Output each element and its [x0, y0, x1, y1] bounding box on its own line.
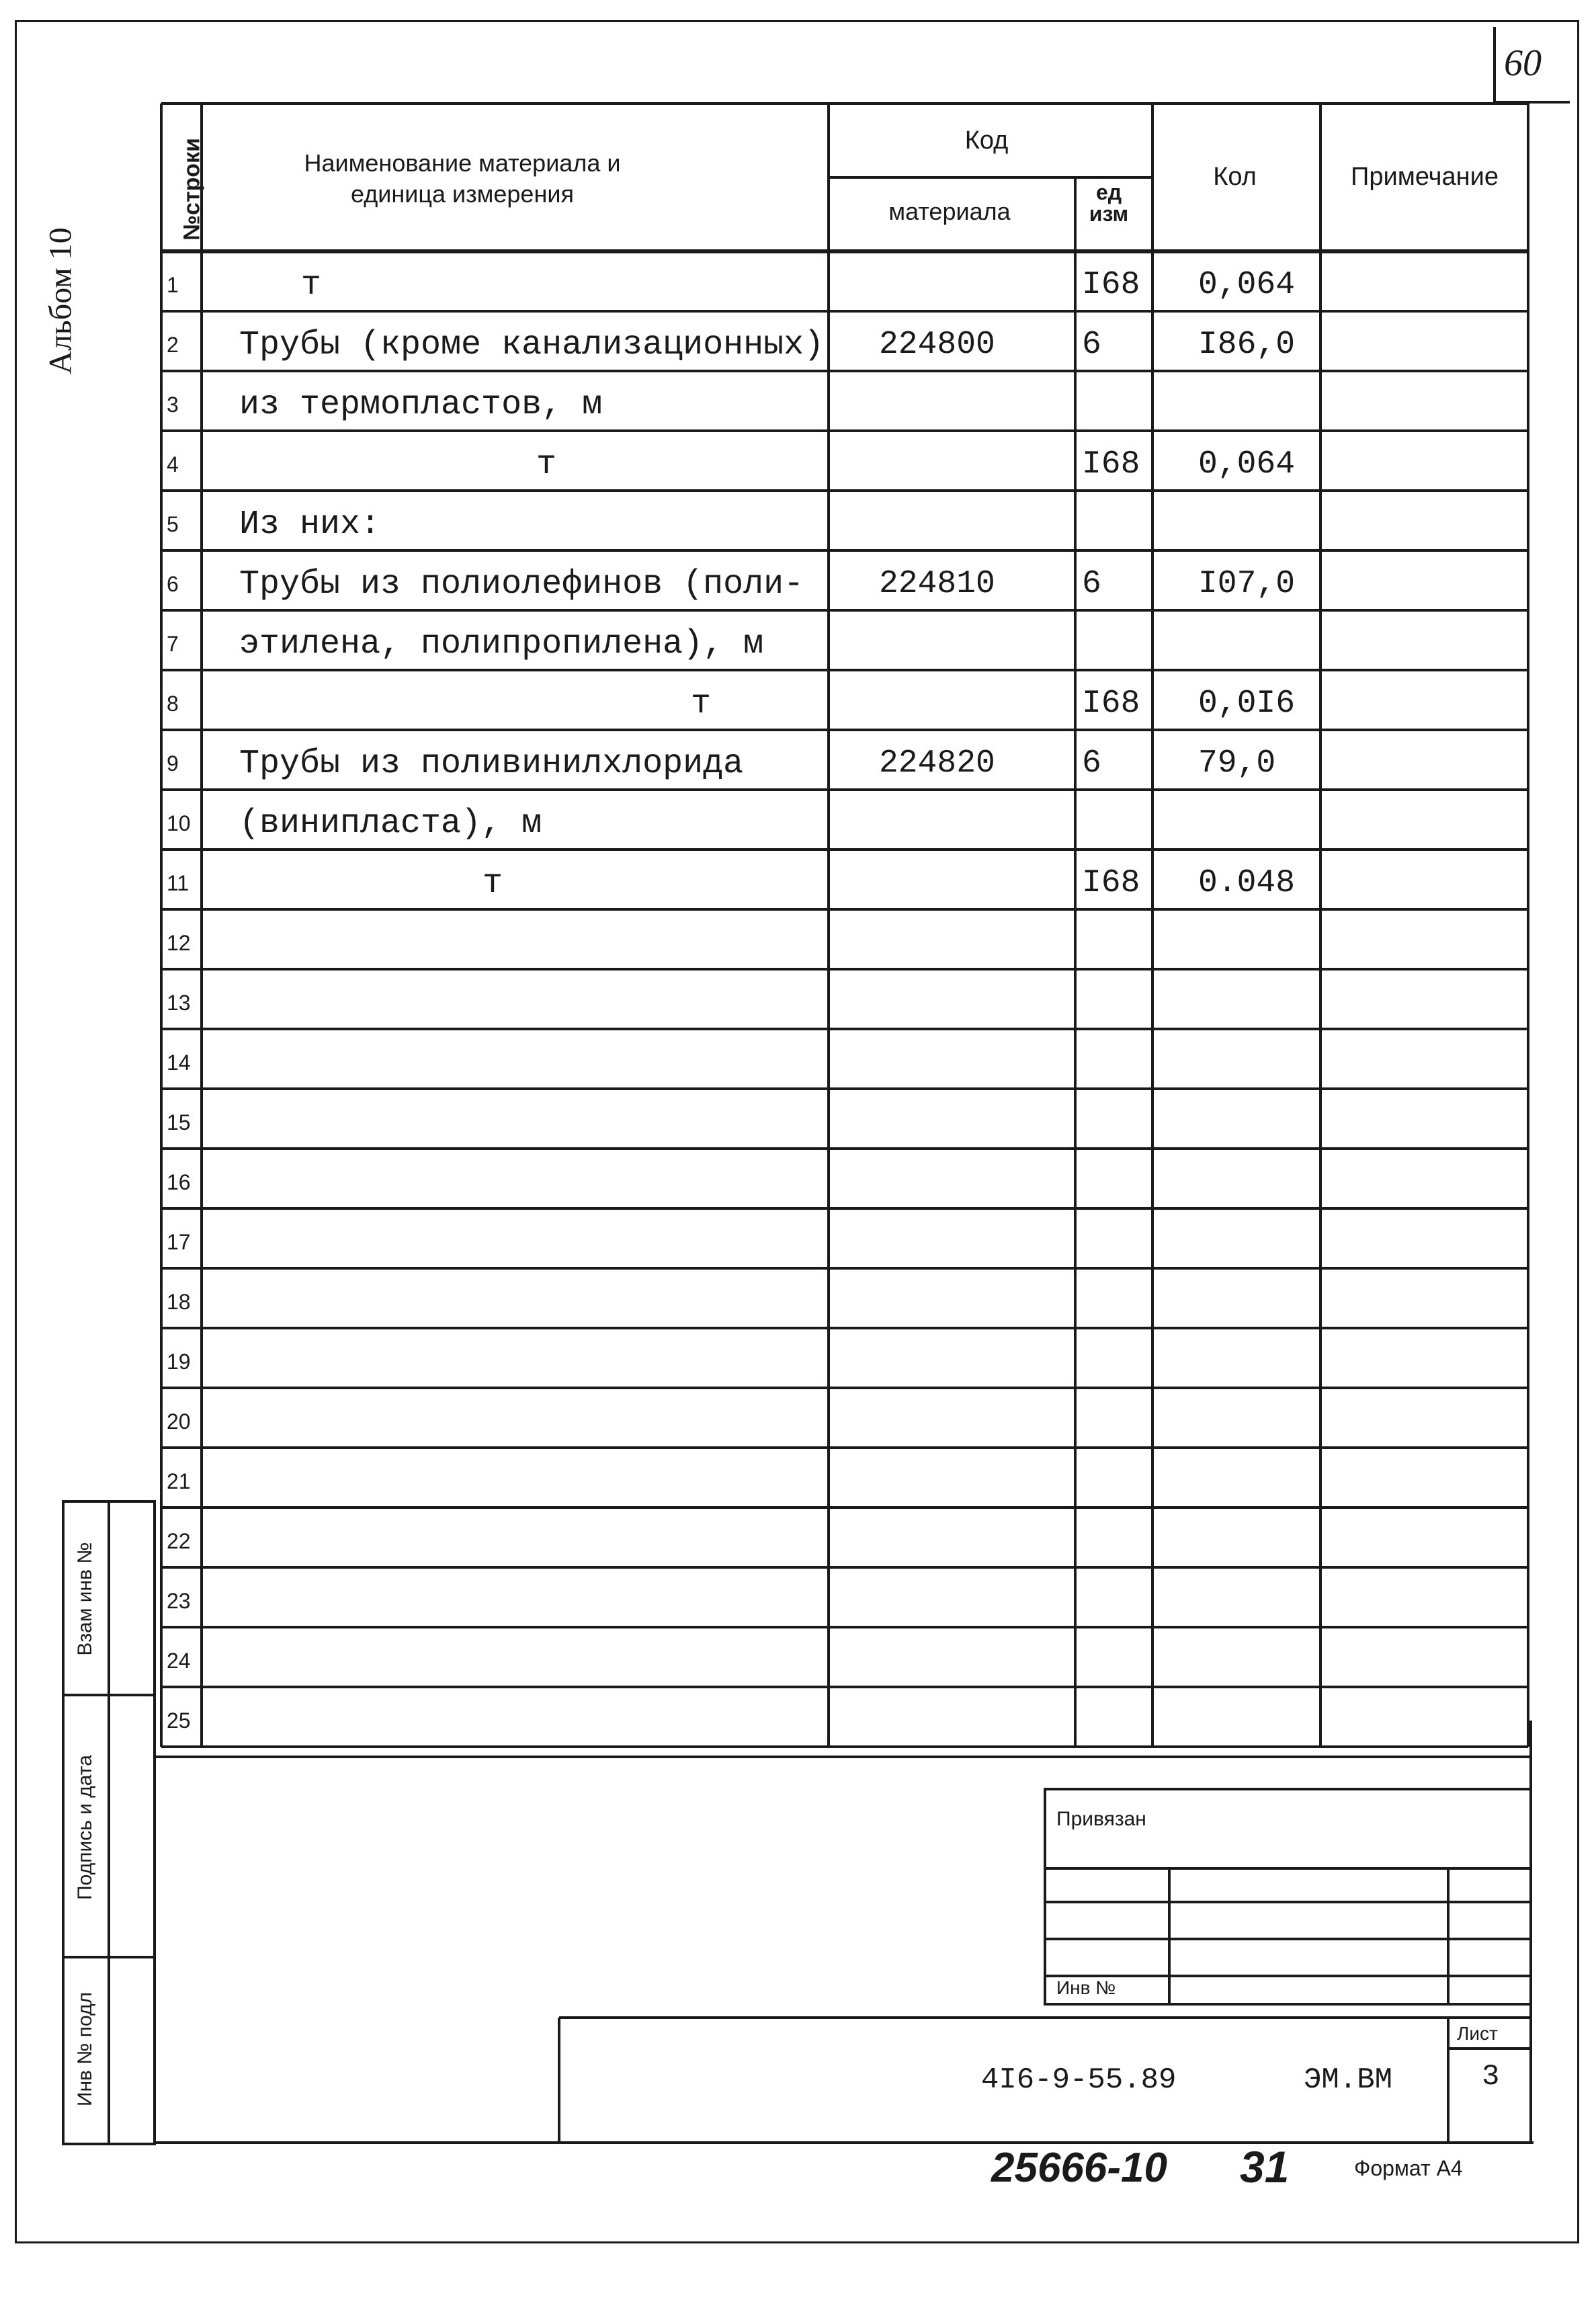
row-number: 6 — [167, 572, 179, 597]
material-code: 224820 — [879, 745, 995, 782]
row-number: 2 — [167, 333, 179, 358]
quantity: 0,064 — [1198, 266, 1296, 303]
page-number: 60 — [1504, 42, 1542, 84]
sheet-label: Лист — [1457, 2023, 1498, 2044]
row-number: 22 — [167, 1529, 191, 1554]
row-number: 14 — [167, 1050, 191, 1075]
side-stamp — [62, 1500, 156, 2145]
row-number: 3 — [167, 393, 179, 417]
material-code: 224800 — [879, 326, 995, 363]
row-number: 8 — [167, 692, 179, 716]
row-number: 16 — [167, 1170, 191, 1195]
unit-code: 6 — [1082, 745, 1101, 782]
material-name: Трубы из полиолефинов (поли- — [239, 565, 804, 604]
header-row-no: №строки — [179, 138, 205, 241]
row-number: 11 — [167, 871, 190, 896]
quantity: 0.048 — [1198, 864, 1296, 901]
mid-rule — [156, 1756, 1532, 1758]
row-number: 12 — [167, 931, 191, 956]
material-name: т — [536, 445, 557, 484]
row-number: 9 — [167, 751, 179, 776]
material-name: т — [482, 864, 503, 903]
format-label: Формат А4 — [1354, 2156, 1463, 2180]
row-number: 7 — [167, 632, 179, 657]
quantity: 0,0I6 — [1198, 685, 1296, 722]
row-number: 5 — [167, 512, 179, 537]
sheet-number: 3 — [1482, 2060, 1500, 2094]
title-block — [558, 1788, 1532, 2144]
row-number: 1 — [167, 273, 179, 298]
stamp-vzam: Взам инв № — [74, 1542, 96, 1656]
row-number: 17 — [167, 1230, 191, 1255]
quantity: I86,0 — [1198, 326, 1296, 363]
privyazan-label: Привязан — [1056, 1808, 1146, 1830]
right-rule — [1529, 1721, 1532, 2144]
material-name: Трубы из поливинилхлорида — [239, 744, 744, 783]
material-name: из термопластов, м — [239, 385, 603, 424]
row-number: 23 — [167, 1589, 191, 1614]
header-code-material: материала — [888, 198, 1011, 225]
stamp-inv-podl: Инв № подл — [74, 1991, 96, 2107]
header-name: Наименование материала и единица измерения — [304, 149, 621, 208]
row-number: 21 — [167, 1469, 191, 1494]
material-name: этилена, полипропилена), м — [239, 624, 764, 663]
material-name: Из них: — [239, 505, 381, 544]
unit-code: I68 — [1082, 446, 1140, 483]
unit-code: I68 — [1082, 685, 1140, 722]
header-note: Примечание — [1351, 163, 1499, 191]
row-number: 20 — [167, 1409, 191, 1434]
unit-code: 6 — [1082, 326, 1101, 363]
header-code-unit: ед изм — [1089, 180, 1129, 226]
unit-code: I68 — [1082, 864, 1140, 901]
material-name: (винипласта), м — [239, 804, 542, 843]
material-name: т — [691, 684, 712, 723]
quantity: 79,0 — [1198, 745, 1276, 782]
quantity: 0,064 — [1198, 446, 1296, 483]
stamp-podpis: Подпись и дата — [74, 1755, 96, 1900]
header-qty: Кол — [1213, 163, 1257, 191]
material-name: т — [301, 265, 322, 304]
album-label: Альбом 10 — [42, 227, 79, 374]
archive-sheet: 31 — [1240, 2142, 1290, 2192]
material-code: 224810 — [879, 565, 995, 602]
bottom-rule — [156, 2141, 1534, 2144]
row-number: 18 — [167, 1290, 191, 1315]
archive-number: 25666-10 — [991, 2145, 1168, 2191]
doc-code: 4I6-9-55.89 — [981, 2063, 1177, 2097]
row-number: 13 — [167, 991, 191, 1016]
row-number: 24 — [167, 1649, 191, 1674]
row-number: 15 — [167, 1110, 191, 1135]
row-number: 10 — [167, 811, 191, 836]
unit-code: I68 — [1082, 266, 1140, 303]
unit-code: 6 — [1082, 565, 1101, 602]
row-number: 4 — [167, 452, 179, 477]
inv-no-label: Инв № — [1056, 1977, 1116, 1998]
quantity: I07,0 — [1198, 565, 1296, 602]
row-number: 19 — [167, 1350, 191, 1374]
header-code: Код — [964, 126, 1009, 155]
material-name: Трубы (кроме канализационных) — [239, 325, 825, 364]
doc-mark: ЭМ.ВМ — [1304, 2063, 1393, 2097]
row-number: 25 — [167, 1708, 191, 1733]
